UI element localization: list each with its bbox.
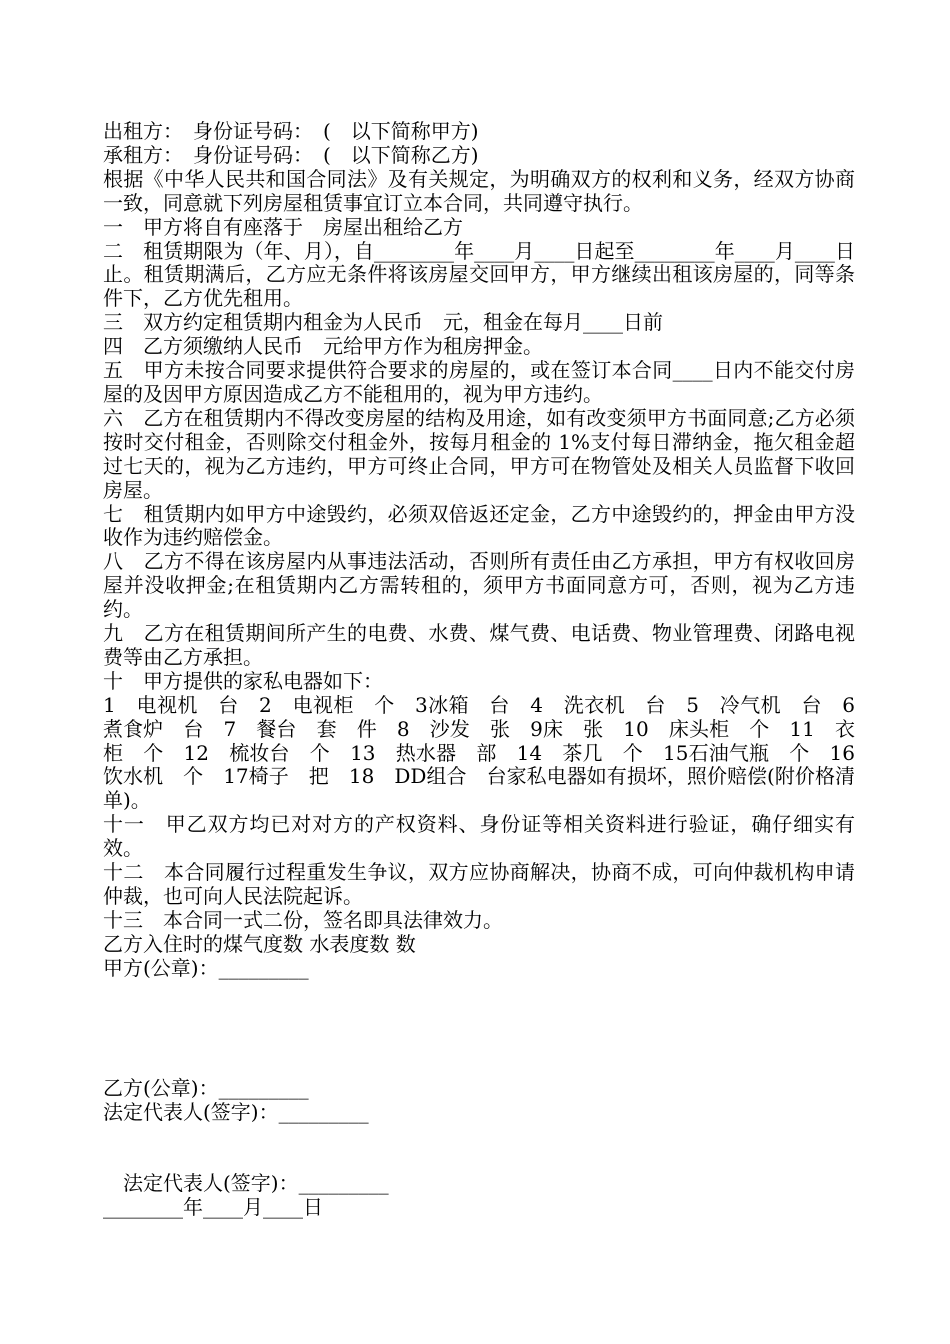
representative-signature-line-2: 法定代表人(签字)：_________ — [123, 1171, 389, 1196]
lessor-line: 出租方： 身份证号码： ( 以下简称甲方) — [103, 119, 479, 143]
clause-8: 八 乙方不得在该房屋内从事违法活动，否则所有责任由乙方承担，甲方有权收回房屋并没收押金;在租赁期内乙方需转租的，须甲方书面同意方可，否则，视为乙方违约。 — [103, 549, 855, 622]
signature-spacer-2 — [103, 1124, 855, 1172]
contract-document — [103, 119, 875, 1220]
clause-7: 七 租赁期内如甲方中途毁约，必须双倍返还定金，乙方中途毁约的，押金由甲方没收作为违约赔偿金。 — [103, 501, 855, 550]
clause-4: 四 乙方须缴纳人民币 元给甲方作为租房押金。 — [103, 334, 543, 359]
signature-spacer — [103, 981, 855, 1077]
lessee-line: 承租方： 身份证号码： ( 以下简称乙方) — [103, 142, 479, 167]
clause-5: 五 甲方未按合同要求提供符合要求的房屋的，或在签订本合同____日内不能交付房屋的及因甲方原因造成乙方不能租用的，视为甲方违约。 — [103, 358, 855, 406]
clause-11: 十一 甲乙双方均已对对方的产权资料、身份证等相关资料进行验证，确仔细实有效。 — [103, 812, 855, 861]
clause-2: 二 租赁期限为（年、月），自________年____月____日起至________年____月____日止。租赁期满后，乙方应无条件将该房屋交回甲方，甲方继续出租该房屋的，同等条件下，乙方优先租用。 — [103, 238, 855, 311]
clause-1: 一 甲方将自有座落于 房屋出租给乙方 — [103, 214, 463, 239]
party-b-seal-line: 乙方(公章)：_________ — [103, 1075, 309, 1100]
preamble: 根据《中华人民共和国合同法》及有关规定，为明确双方的权利和义务，经双方协商一致，同意就下列房屋租赁事宜订立本合同，共同遵守执行。 — [103, 166, 855, 215]
representative-signature-line: 法定代表人(签字)：_________ — [103, 1099, 369, 1124]
clause-9: 九 乙方在租赁期间所产生的电费、水费、煤气费、电话费、物业管理费、闭路电视费等由乙方承担。 — [103, 621, 855, 669]
clause-10: 十 甲方提供的家私电器如下： — [103, 668, 383, 693]
meter-note: 乙方入住时的煤气度数 水表度数 数 — [103, 931, 416, 956]
party-a-seal-line: 甲方(公章)：_________ — [103, 955, 309, 980]
clause-3: 三 双方约定租赁期内租金为人民币 元，租金在每月____日前 — [103, 310, 663, 335]
furniture-list: 1 电视机 台 2 电视柜 个 3冰箱 台 4 洗衣机 台 5 冷气机 台 6 煮食炉 台 7 餐台 套 件 8 沙发 张 9床 张 10 床头柜 个 11 衣柜 个 12 梳妆台 个 13 热水器 部 14 茶几 个 15石油气瓶 个 16饮水机 个 17椅子 把 18 DD组合 台家私电器如有损坏，照价赔偿(附价格清单)。 — [103, 692, 875, 813]
clause-12: 十二 本合同履行过程重发生争议，双方应协商解决，协商不成，可向仲裁机构申请仲裁，也可向人民法院起诉。 — [103, 860, 855, 908]
clause-6: 六 乙方在租赁期内不得改变房屋的结构及用途，如有改变须甲方书面同意;乙方必须按时交付租金，否则除交付租金外，按每月租金的 1%支付每日滞纳金，拖欠租金超过七天的，视为乙方违约，甲方可终止合同，甲方可在物管处及相关人员监督下收回房屋。 — [103, 405, 855, 502]
clause-13: 十三 本合同一式二份，签名即具法律效力。 — [103, 907, 503, 932]
date-line: ________年____月____日 — [103, 1195, 323, 1220]
